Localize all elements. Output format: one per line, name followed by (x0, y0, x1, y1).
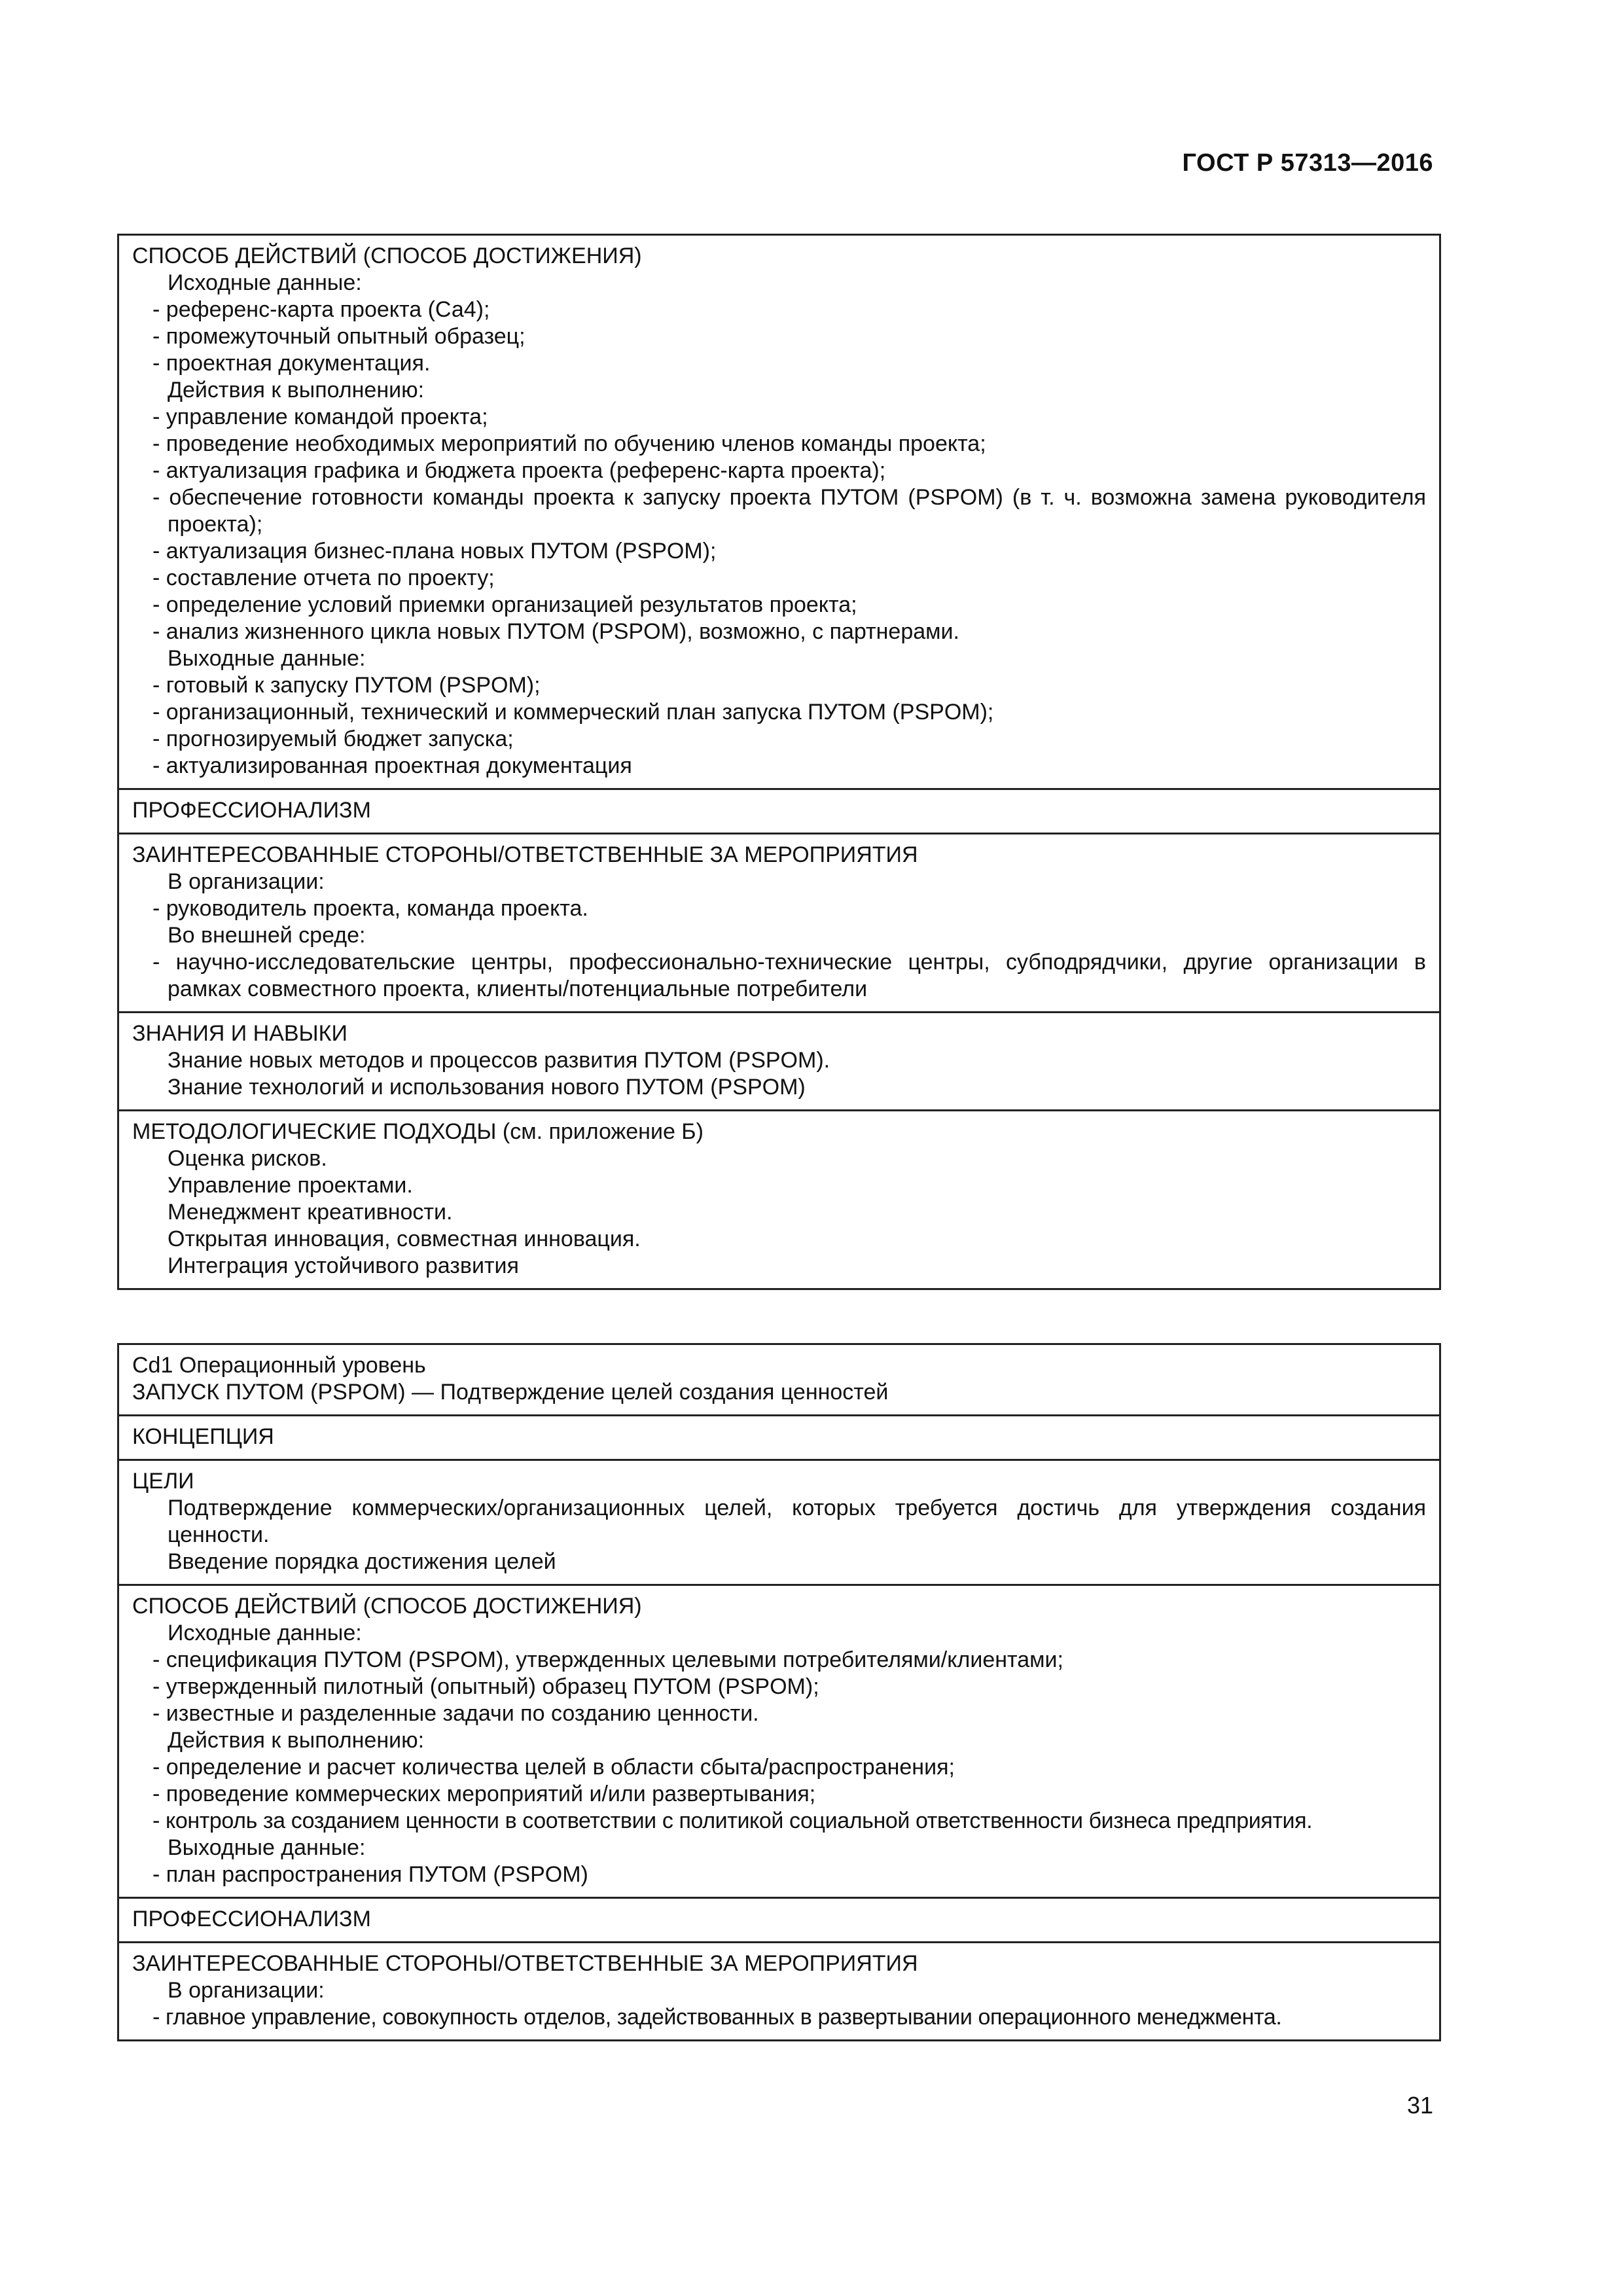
row-professionalism (119, 788, 1439, 833)
list-item: - руководитель проекта, команда проекта. (132, 895, 1426, 922)
text-line: Оценка рисков. (168, 1146, 327, 1171)
list-item: - референс-карта проекта (Са4); (132, 296, 1426, 323)
row-stakeholders (119, 1941, 1439, 2039)
list-item: - научно-исследовательские центры, профессионально-технические центры, субподрядчики, другие организации в рамках совместного проекта, клиенты/потенциальные потребители (132, 949, 1426, 1003)
text-line: Менеджмент креативности. (168, 1200, 453, 1225)
outputs-label: Выходные данные: (168, 646, 366, 671)
list-item: - обеспечение готовности команды проекта к запуску проекта ПУТОМ (PSPOM) (в т. ч. возможна замена руководителя проекта); (132, 484, 1426, 538)
row-goals (119, 1459, 1439, 1584)
row-title: ЦЕЛИ (132, 1469, 194, 1494)
row-title: СПОСОБ ДЕЙСТВИЙ (СПОСОБ ДОСТИЖЕНИЯ) (132, 1594, 642, 1619)
row-concept (119, 1414, 1439, 1459)
internal-label: В организации: (168, 1978, 325, 2003)
actions-label: Действия к выполнению: (168, 378, 425, 403)
list-item: - готовый к запуску ПУТОМ (PSPOM); (132, 672, 1426, 699)
list-item: - определение и расчет количества целей в области сбыта/распространения; (132, 1754, 1426, 1781)
row-title: КОНЦЕПЦИЯ (132, 1424, 274, 1449)
row-title: ЗАИНТЕРЕСОВАННЫЕ СТОРОНЫ/ОТВЕТСТВЕННЫЕ ЗА МЕРОПРИЯТИЯ (132, 1951, 918, 1976)
list-item: - проектная документация. (132, 350, 1426, 377)
list-item: - проведение необходимых мероприятий по обучению членов команды проекта; (132, 431, 1426, 457)
actions-label: Действия к выполнению: (168, 1728, 425, 1753)
stage-code-title: Cd1 Операционный уровень (132, 1353, 426, 1378)
row-title: ПРОФЕССИОНАЛИЗМ (132, 798, 371, 823)
row-title: ЗНАНИЯ И НАВЫКИ (132, 1021, 348, 1046)
row-knowledge (119, 1011, 1439, 1109)
list-item: - составление отчета по проекту; (132, 565, 1426, 592)
row-title: ЗАИНТЕРЕСОВАННЫЕ СТОРОНЫ/ОТВЕТСТВЕННЫЕ ЗА МЕРОПРИЯТИЯ (132, 842, 918, 867)
text-line: Интеграция устойчивого развития (168, 1253, 519, 1278)
external-label: Во внешней среде: (168, 923, 366, 948)
row-method (119, 236, 1439, 788)
row-title: СПОСОБ ДЕЙСТВИЙ (СПОСОБ ДОСТИЖЕНИЯ) (132, 243, 642, 268)
table-cd1-operational-level (117, 1343, 1441, 2041)
list-item: - план распространения ПУТОМ (PSPOM) (132, 1861, 1426, 1888)
list-item: - утвержденный пилотный (опытный) образец ПУТОМ (PSPOM); (132, 1674, 1426, 1700)
text-line: Открытая инновация, совместная инновация. (168, 1227, 641, 1251)
row-stakeholders (119, 833, 1439, 1011)
row-heading (119, 1345, 1439, 1414)
inputs-label: Исходные данные: (168, 270, 362, 295)
page-number: 31 (1406, 2092, 1433, 2119)
inputs-label: Исходные данные: (168, 1621, 362, 1645)
internal-label: В организации: (168, 869, 325, 894)
list-item: - промежуточный опытный образец; (132, 323, 1426, 350)
list-item: - главное управление, совокупность отделов, задействованных в развертывании операционного менеджмента. (132, 2004, 1426, 2031)
row-methodological-approaches (119, 1109, 1439, 1288)
table-stage-continuation (117, 234, 1441, 1290)
list-item: - актуализация графика и бюджета проекта (референс-карта проекта); (132, 457, 1426, 484)
text-line: Введение порядка достижения целей (168, 1549, 556, 1574)
text-line: Управление проектами. (168, 1173, 413, 1198)
list-item: - спецификация ПУТОМ (PSPOM), утвержденных целевыми потребителями/клиентами; (132, 1647, 1426, 1674)
list-item: - определение условий приемки организацией результатов проекта; (132, 592, 1426, 619)
row-professionalism (119, 1897, 1439, 1941)
list-item: - актуализация бизнес-плана новых ПУТОМ (PSPOM); (132, 538, 1426, 565)
list-item: - актуализированная проектная документация (132, 753, 1426, 780)
list-item: - управление командой проекта; (132, 404, 1426, 431)
list-item: - анализ жизненного цикла новых ПУТОМ (PSPOM), возможно, с партнерами. (132, 619, 1426, 645)
row-method (119, 1584, 1439, 1897)
list-item: - организационный, технический и коммерческий план запуска ПУТОМ (PSPOM); (132, 699, 1426, 726)
text-line: Подтверждение коммерческих/организационных целей, которых требуется достичь для утверждения создания ценности. (168, 1496, 1426, 1547)
row-title: ПРОФЕССИОНАЛИЗМ (132, 1907, 371, 1931)
row-title: МЕТОДОЛОГИЧЕСКИЕ ПОДХОДЫ (см. приложение Б) (132, 1119, 704, 1144)
document-standard-code: ГОСТ Р 57313—2016 (1182, 149, 1433, 177)
list-item: - прогнозируемый бюджет запуска; (132, 726, 1426, 753)
list-item: - известные и разделенные задачи по созданию ценности. (132, 1700, 1426, 1727)
text-line: Знание новых методов и процессов развития ПУТОМ (PSPOM). (168, 1048, 830, 1073)
stage-name-title: ЗАПУСК ПУТОМ (PSPOM) — Подтверждение целей создания ценностей (132, 1380, 889, 1405)
list-item: - контроль за созданием ценности в соответствии с политикой социальной ответственности бизнеса предприятия. (132, 1808, 1426, 1835)
list-item: - проведение коммерческих мероприятий и/или развертывания; (132, 1781, 1426, 1808)
outputs-label: Выходные данные: (168, 1835, 366, 1860)
text-line: Знание технологий и использования нового ПУТОМ (PSPOM) (168, 1075, 806, 1100)
